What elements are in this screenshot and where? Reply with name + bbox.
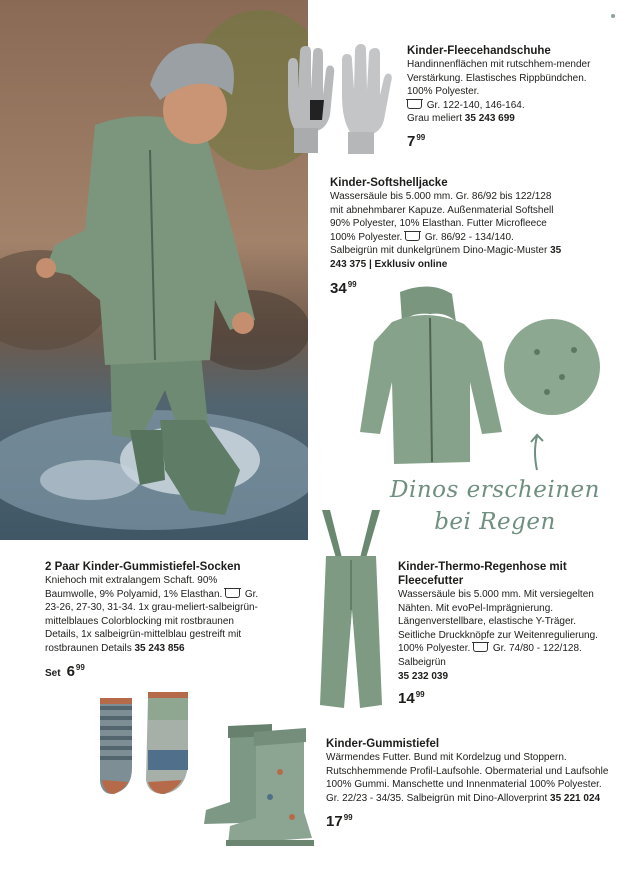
color-text: Grau meliert bbox=[407, 113, 463, 125]
price-main: 7 bbox=[407, 132, 416, 150]
boot-socks-icon bbox=[92, 690, 202, 800]
article-number: 35 243 375 bbox=[330, 245, 562, 270]
fleece-gloves-icon bbox=[280, 40, 395, 155]
article-number: 35 243 699 bbox=[464, 113, 515, 125]
wash-symbol-icon bbox=[473, 642, 488, 652]
product-description bbox=[326, 751, 616, 805]
description-text: Handinnenflächen mit rutschhem-mender Verstärkung. Elastisches Rippbündchen. 100% Polyester. bbox=[407, 59, 591, 98]
product-boots bbox=[326, 737, 616, 831]
softshell-jacket-icon bbox=[352, 282, 612, 472]
product-description bbox=[330, 190, 562, 272]
set-label: Set bbox=[45, 667, 61, 679]
product-pants bbox=[398, 560, 613, 708]
product-title: Kinder-Thermo-Regenhose mit Fleecefutter bbox=[398, 561, 567, 587]
sizes-text: Gr. 122-140, 146-164. bbox=[426, 99, 525, 111]
product-title: 2 Paar Kinder-Gummistiefel-Socken bbox=[45, 561, 241, 573]
price-cents: 99 bbox=[347, 279, 357, 289]
hero-photo bbox=[0, 0, 308, 540]
product-jacket bbox=[330, 176, 562, 298]
wash-symbol-icon bbox=[405, 231, 420, 241]
description-text: Wassersäule bis 5.000 mm. Mit versiegelten Nähten. Mit evoPel-Imprägnierung. Längenverstellbare, elastische Y-Träger. Seitliche Druckknöpfe zur Weitenregulierung. 100% Polyester. bbox=[398, 589, 598, 655]
jacket-image bbox=[352, 282, 612, 472]
slogan-line-2: bei Regen bbox=[434, 509, 556, 535]
price-cents: 99 bbox=[75, 662, 85, 672]
price-main: 14 bbox=[398, 690, 415, 708]
price-cents: 99 bbox=[343, 813, 353, 823]
socks-image bbox=[92, 690, 202, 800]
wash-symbol-icon bbox=[407, 99, 422, 109]
product-title: Kinder-Fleecehandschuhe bbox=[407, 45, 551, 57]
product-socks bbox=[45, 560, 270, 683]
article-number: 35 221 024 bbox=[550, 792, 601, 804]
arrow-up-icon bbox=[527, 432, 547, 472]
product-description bbox=[45, 574, 270, 656]
sizes-text: Gr. 74/80 - 122/128. Salbeigrün bbox=[398, 643, 582, 668]
gloves-image bbox=[280, 40, 395, 155]
price bbox=[398, 686, 613, 708]
product-description bbox=[398, 588, 613, 683]
price bbox=[45, 659, 270, 683]
rubber-boots-icon bbox=[200, 722, 318, 852]
price-main: 17 bbox=[326, 813, 343, 831]
exclusive-online-label: | Exklusiv online bbox=[368, 258, 448, 270]
description-text: Kniehoch mit extralangem Schaft. 90% Baumwolle, 9% Polyamid, 1% Elasthan. bbox=[45, 575, 223, 600]
article-number: 35 232 039 bbox=[398, 670, 449, 682]
product-gloves bbox=[407, 44, 612, 151]
child-in-softshell-jacket-photo bbox=[0, 0, 308, 540]
price-cents: 99 bbox=[415, 690, 425, 700]
sizes-text: Gr. 86/92 - 134/140. Salbeigrün mit dunkelgrünem Dino-Magic-Muster bbox=[330, 231, 548, 257]
slogan bbox=[375, 474, 615, 538]
wash-symbol-icon bbox=[225, 588, 240, 598]
description-text: Wärmendes Futter. Bund mit Kordelzug und Stoppern. Rutschhemmende Profil-Laufsohle. Obermaterial und Laufsohle 100% Gummi. Manschette und Innenmaterial 100% Polyester. Gr. 22/23 - 34/35. Salbeigrün mit Dino-Alloverprint bbox=[326, 752, 609, 804]
price bbox=[326, 809, 616, 831]
page-marker bbox=[611, 14, 615, 18]
product-title: Kinder-Gummistiefel bbox=[326, 738, 440, 750]
price-main: 6 bbox=[66, 662, 75, 680]
price-main: 34 bbox=[330, 279, 347, 297]
product-title: Kinder-Softshelljacke bbox=[330, 177, 448, 189]
description-text: Wassersäule bis 5.000 mm. Gr. 86/92 bis 122/128 mit abnehmbarer Kapuze. Außenmaterial Softshell 90% Polyester, 10% Elasthan. Futter Microfleece 100% Polyester. bbox=[330, 191, 554, 243]
boots-image bbox=[200, 722, 318, 852]
article-number: 35 243 856 bbox=[134, 642, 185, 654]
pants-image bbox=[312, 510, 390, 710]
slogan-line-1: Dinos erscheinen bbox=[390, 477, 600, 503]
rain-pants-icon bbox=[312, 510, 390, 710]
sizes-text: Gr. 23-26, 27-30, 31-34. 1x grau-meliert-salbeigrün-mittelblaues Colorblocking mit rostbraunen Details, 1x salbeigrün-mittelblau gestreift mit rostbraunen Details bbox=[45, 588, 259, 654]
product-description bbox=[407, 58, 612, 126]
price-cents: 99 bbox=[416, 132, 426, 142]
price bbox=[407, 129, 612, 151]
